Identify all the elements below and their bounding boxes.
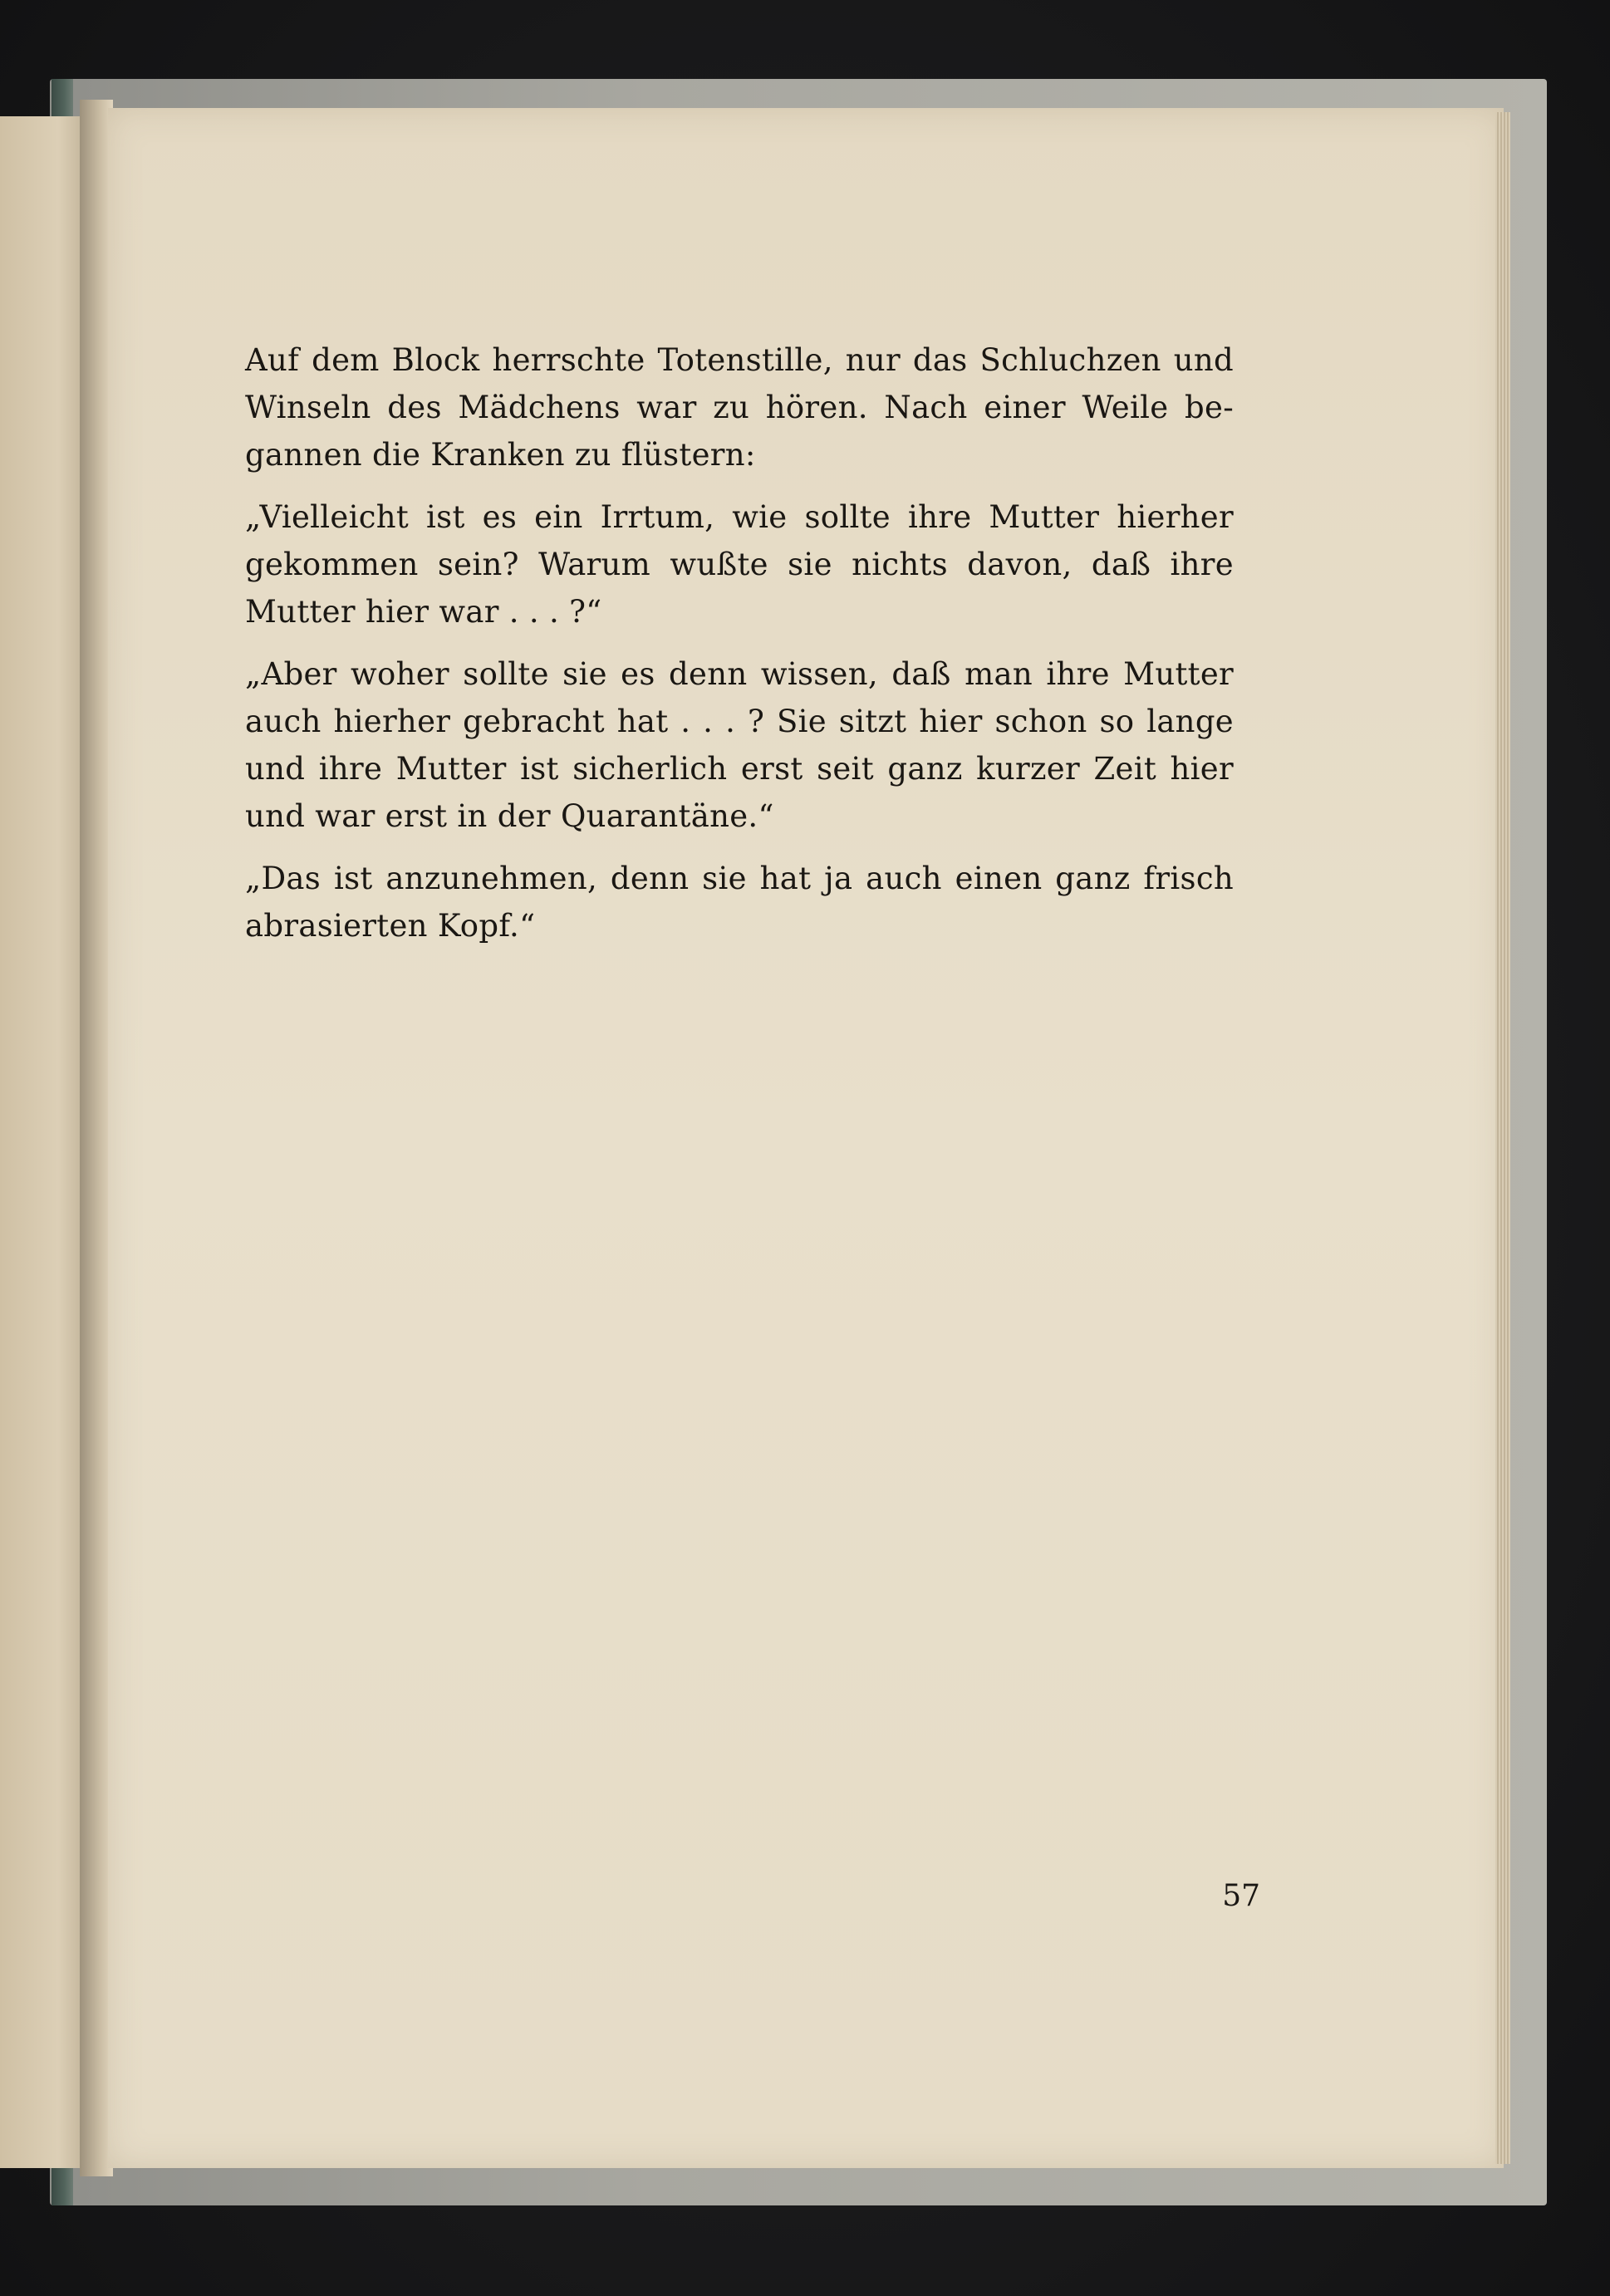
paragraph: Auf dem Block herrschte Totenstille, nur das Schluchzen und Winseln des Mädchens war zu hören. Nach einer Weile be-gannen die Kranken zu flüstern: [245, 342, 1234, 473]
paragraph: „Aber woher sollte sie es denn wissen, daß man ihre Mutter auch hierher gebracht hat . . . ? Sie sitzt hier schon so lange und ihre Mutter ist sicherlich erst seit ganz kurzer Zeit hier und war erst in der Quarantäne.“ [245, 656, 1234, 834]
page-text [245, 336, 1234, 964]
paragraph: „Vielleicht ist es ein Irrtum, wie sollte ihre Mutter hierher gekommen sein? Warum wußte sie nichts davon, daß ihre Mutter hier war . . . ?“ [245, 499, 1234, 630]
previous-page-edge [0, 116, 83, 2168]
page-number: 57 [1222, 1879, 1260, 1913]
page-stack-edge [1495, 112, 1510, 2164]
paragraph: „Das ist anzunehmen, denn sie hat ja auch einen ganz frisch abrasierten Kopf.“ [245, 861, 1234, 944]
